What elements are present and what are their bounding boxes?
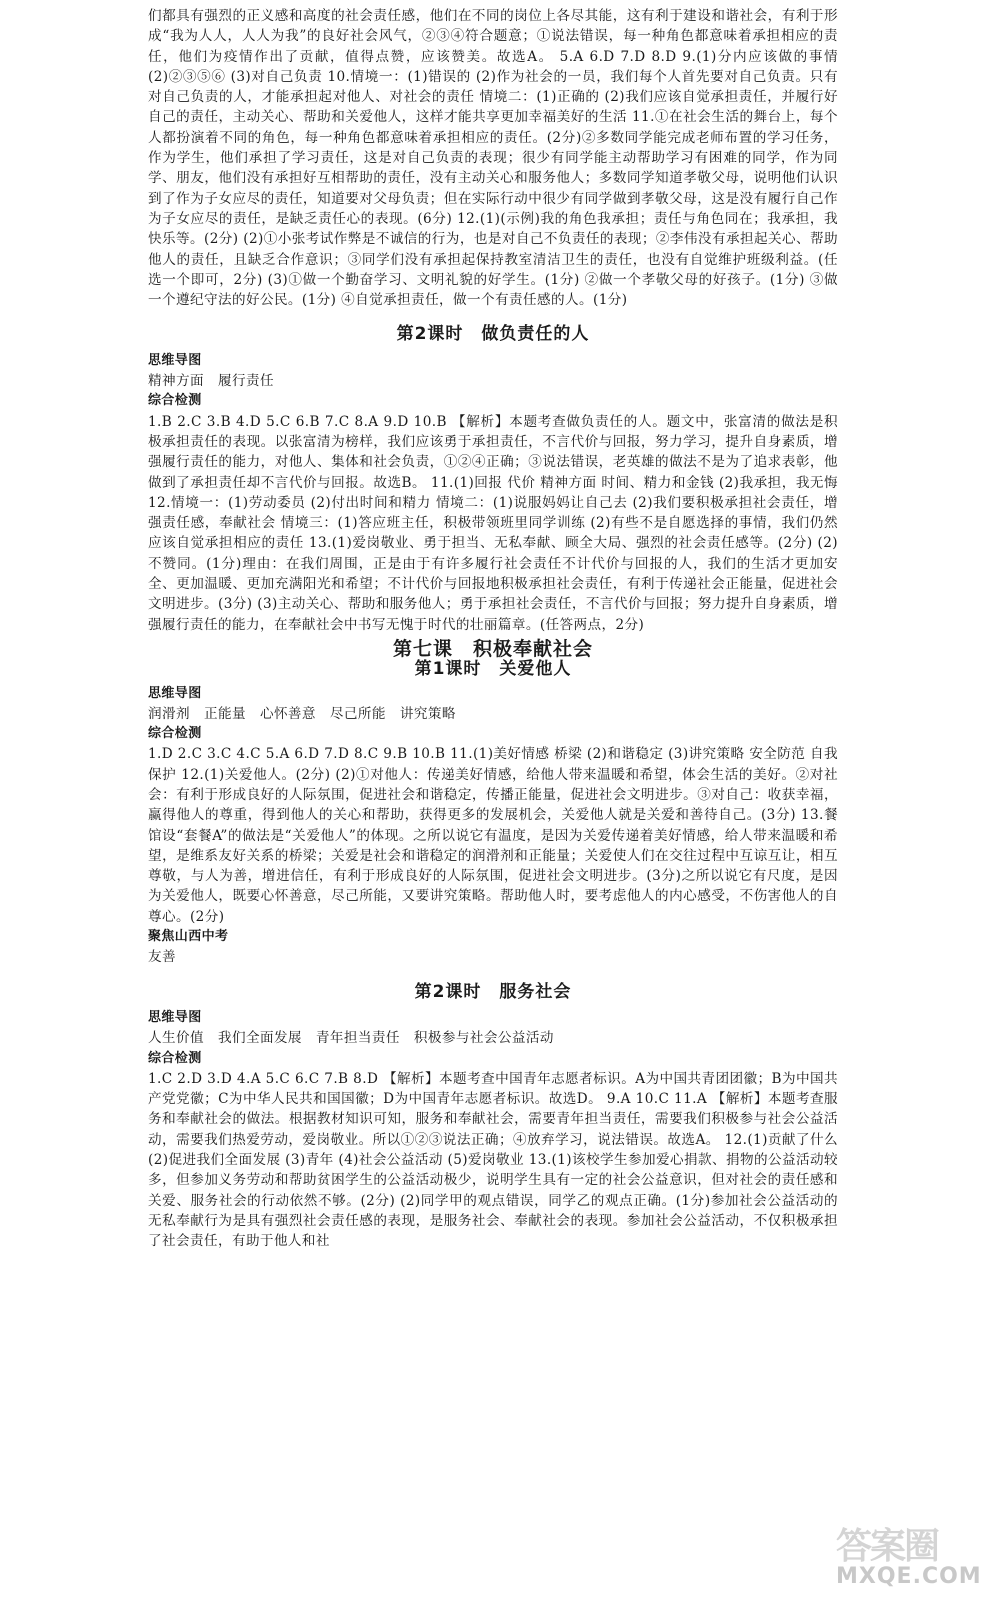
comprehensive-check-answers: 1.B 2.C 3.B 4.D 5.C 6.B 7.C 8.A 9.D 10.B 【解析】本题考查做负责任的人。题文中，张富清的做法是积极承担责任的表现。以张富清为榜样，我们应该勇于承担责任，不言代价与回报，努力学习，提升自身素质，增强履行责任的能力，对他人、集体和社会负责，①②④正确；③说法错误，老英雄的做法不是为了追求表彰，他做到了承担责任却不言代价与回报。故选B。 11.(1)回报 代价 精神方面 时间、精力和金钱 (2)我承担，我无悔 12.情境一：(1)劳动委员 (2)付出时间和精力 情境二：(1)说服妈妈让自己去 (2)我们要积极承担社会责任，增强责任感，奉献社会 情境三：(1)答应班主任，积极带领班里同学训练 (2)有些不是自愿选择的事情，我们仍然应该自觉承担相应的责任 13.(1)爱岗敬业、勇于担当、无私奉献、顾全大局、强烈的社会责任感等。(2分) (2)不赞同。(1分)理由：在我们周围，正是由于有许多履行社会责任不计代价与回报的人，我们的生活才更加安全、更加温暖、更加充满阳光和希望；不计代价与回报地积极承担社会责任，有利于传递社会正能量，促进社会文明进步。(3分) (3)主动关心、帮助和服务他人；勇于承担社会责任，不言代价与回报；努力提升自身素质，增强履行责任的能力，在奉献社会中书写无愧于时代的壮丽篇章。(任答两点，2分) bbox=[148, 413, 838, 633]
comprehensive-check-label: 综合检测 bbox=[148, 393, 202, 409]
chapter-title: 第七课 积极奉献社会 bbox=[392, 637, 593, 660]
lesson-title-serve-society: 第2课时 服务社会 bbox=[414, 981, 572, 1002]
answer-page bbox=[148, 6, 838, 1252]
mindmap-label: 思维导图 bbox=[148, 352, 202, 368]
mindmap-answers: 精神方面 履行责任 bbox=[148, 373, 274, 390]
comprehensive-check-answers: 1.D 2.C 3.C 4.C 5.A 6.D 7.D 8.C 9.B 10.B 11.(1)美好情感 桥梁 (2)和谐稳定 (3)讲究策略 安全防范 自我保护 12.(1)关爱他人。(2分) (2)①对他人：传递美好情感，给他人带来温暖和希望，体会生活的美好。②对社会：有利于形成良好的人际氛围，促进社会和谐稳定，传播正能量，促进社会文明进步。③对自己：收获幸福，赢得他人的尊重，得到他人的关心和帮助，获得更多的发展机会，关爱他人就是关爱和善待自己。(3分) 13.餐馆设“套餐A”的做法是“关爱他人”的体现。之所以说它有温度，是因为关爱传递着美好情感，给人带来温暖和希望，是维系友好关系的桥梁；关爱是社会和谐稳定的润滑剂和正能量；关爱使人们在交往过程中互谅互让，相互尊敬，与人为善，增进信任，有利于形成良好的人际氛围，促进社会文明进步。(3分)之所以说它有尺度，是因为关爱他人，既要心怀善意，尽己所能，又要讲究策略。帮助他人时，要考虑他人的内心感受，不伤害他人的自尊心。(2分) bbox=[148, 746, 838, 925]
focus-exam-label: 聚焦山西中考 bbox=[148, 929, 229, 945]
mindmap-label: 思维导图 bbox=[148, 685, 202, 701]
mindmap-answers: 人生价值 我们全面发展 青年担当责任 积极参与社会公益活动 bbox=[148, 1030, 554, 1047]
focus-exam-answer: 友善 bbox=[148, 949, 176, 966]
answers-continued-paragraph: 们都具有强烈的正义感和高度的社会责任感，他们在不同的岗位上各尽其能，这有利于建设和谐社会，有利于形成“我为人人，人人为我”的良好社会风气，②③④符合题意；①说法错误，每一种角色都意味着承担相应的责任，他们为疫情作出了贡献，值得点赞，应该赞美。故选A。 5.A 6.D 7.D 8.D 9.(1)分内应该做的事情 (2)②③⑤⑥ (3)对自己负责 10.情境一：(1)错误的 (2)作为社会的一员，我们每个人首先要对自己负责。只有对自己负责的人，才能承担起对他人、对社会的责任 情境二：(1)正确的 (2)我们应该自觉承担责任，并履行好自己的责任，主动关心、帮助和关爱他人，这样才能共享更加幸福美好的生活 11.①在社会生活的舞台上，每个人都扮演着不同的角色，每一种角色都意味着承担相应的责任。(2分)②多数同学能完成老师布置的学习任务，作为学生，他们承担了学习责任，这是对自己负责的表现；很少有同学能主动帮助学习有困难的同学，作为同学、朋友，他们没有承担好互相帮助的责任，没有主动关心和服务他人；多数同学知道孝敬父母，说明他们认识到了作为子女应尽的责任，知道要对父母负责；但在实际行动中很少有同学做到孝敬父母，这是没有履行自己作为子女应尽的责任，是缺乏责任心的表现。(6分) 12.(1)(示例)我的角色我承担；责任与角色同在；我承担，我快乐等。(2分) (2)①小张考试作弊是不诚信的行为，也是对自己不负责任的表现；②李伟没有承担起关心、帮助他人的责任，且缺乏合作意识；③同学们没有承担起保持教室清洁卫生的责任，也没有自觉维护班级利益。(任选一个即可，2分) (3)①做一个勤奋学习、文明礼貌的好学生。(1分) ②做一个孝敬父母的好孩子。(1分) ③做一个遵纪守法的好公民。(1分) ④自觉承担责任，做一个有责任感的人。(1分) bbox=[148, 8, 838, 309]
watermark-logo bbox=[832, 1518, 982, 1596]
watermark-url-text: MXQE.COM bbox=[836, 1564, 982, 1589]
comprehensive-check-label: 综合检测 bbox=[148, 726, 202, 742]
watermark-cn-text: 答案圈 bbox=[836, 1526, 939, 1567]
mindmap-label: 思维导图 bbox=[148, 1009, 202, 1025]
mindmap-answers: 润滑剂 正能量 心怀善意 尽己所能 讲究策略 bbox=[148, 705, 456, 722]
lesson-title-responsible-person: 第2课时 做负责任的人 bbox=[396, 324, 590, 345]
comprehensive-check-label: 综合检测 bbox=[148, 1050, 202, 1066]
lesson-title-care-for-others: 第1课时 关爱他人 bbox=[414, 659, 572, 680]
comprehensive-check-answers: 1.C 2.D 3.D 4.A 5.C 6.C 7.B 8.D 【解析】本题考查中国青年志愿者标识。A为中国共青团团徽；B为中国共产党党徽；C为中华人民共和国国徽；D为中国青年志愿者标识。故选D。 9.A 10.C 11.A 【解析】本题考查服务和奉献社会的做法。根据教材知识可知，服务和奉献社会，需要青年担当责任，需要我们积极参与社会公益活动，需要我们热爱劳动，爱岗敬业。所以①②③说法正确；④放弃学习，说法错误。故选A。 12.(1)贡献了什么 (2)促进我们全面发展 (3)青年 (4)社会公益活动 (5)爱岗敬业 13.(1)该校学生参加爱心捐款、捐物的公益活动较多，但参加义务劳动和帮助贫困学生的公益活动极少，说明学生具有一定的社会公益意识，但对社会的责任感和关爱、服务社会的行动依然不够。(2分) (2)同学甲的观点错误，同学乙的观点正确。(1分)参加社会公益活动的无私奉献行为是具有强烈社会责任感的表现，是服务社会、奉献社会的表现。参加社会公益活动，不仅积极承担了社会责任，有助于他人和社 bbox=[148, 1070, 838, 1250]
